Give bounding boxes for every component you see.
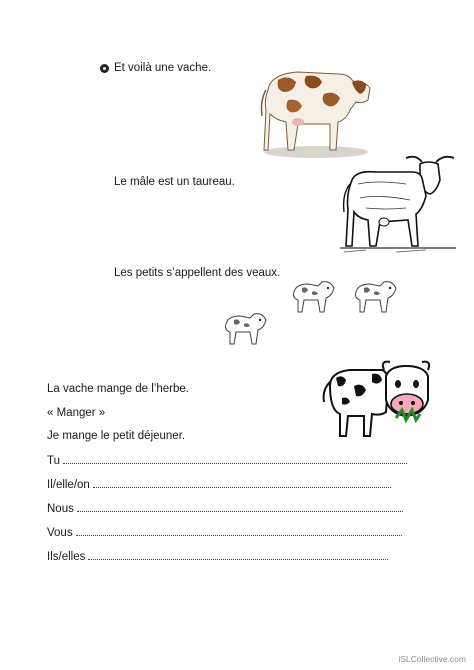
bull-drawing-icon [336,150,462,260]
pronoun-label: Tu [47,455,60,467]
young-text: Les petits s’appellent des veaux. [114,267,281,279]
eats-text: La vache mange de l’herbe. [47,383,189,395]
conjugation-row [47,455,407,467]
cow-photo-icon [258,60,374,160]
footer-watermark: iSLCollective.com [398,654,466,664]
cartoon-cow-icon [320,356,444,446]
pronoun-label: Nous [47,503,74,515]
conjugation-row [47,527,402,539]
calf-icon [220,306,270,352]
pronoun-label: Il/elle/on [47,479,90,491]
answer-blank[interactable] [63,462,407,464]
intro-text: Et voilà une vache. [114,62,212,74]
example-text: Je mange le petit déjeuner. [47,430,186,442]
calf-icon [288,274,338,320]
conjugation-row [47,503,403,515]
answer-blank[interactable] [88,558,388,560]
male-text: Le mâle est un taureau. [114,176,235,188]
answer-blank[interactable] [93,486,391,488]
pronoun-label: Ils/elles [47,551,86,563]
bullet-icon [100,64,109,73]
conjugation-row [47,551,388,563]
conjugation-row [47,479,391,491]
calf-icon [350,274,400,320]
pronoun-label: Vous [47,527,73,539]
answer-blank[interactable] [76,534,402,536]
answer-blank[interactable] [77,510,403,512]
verb-label: « Manger » [47,407,106,419]
